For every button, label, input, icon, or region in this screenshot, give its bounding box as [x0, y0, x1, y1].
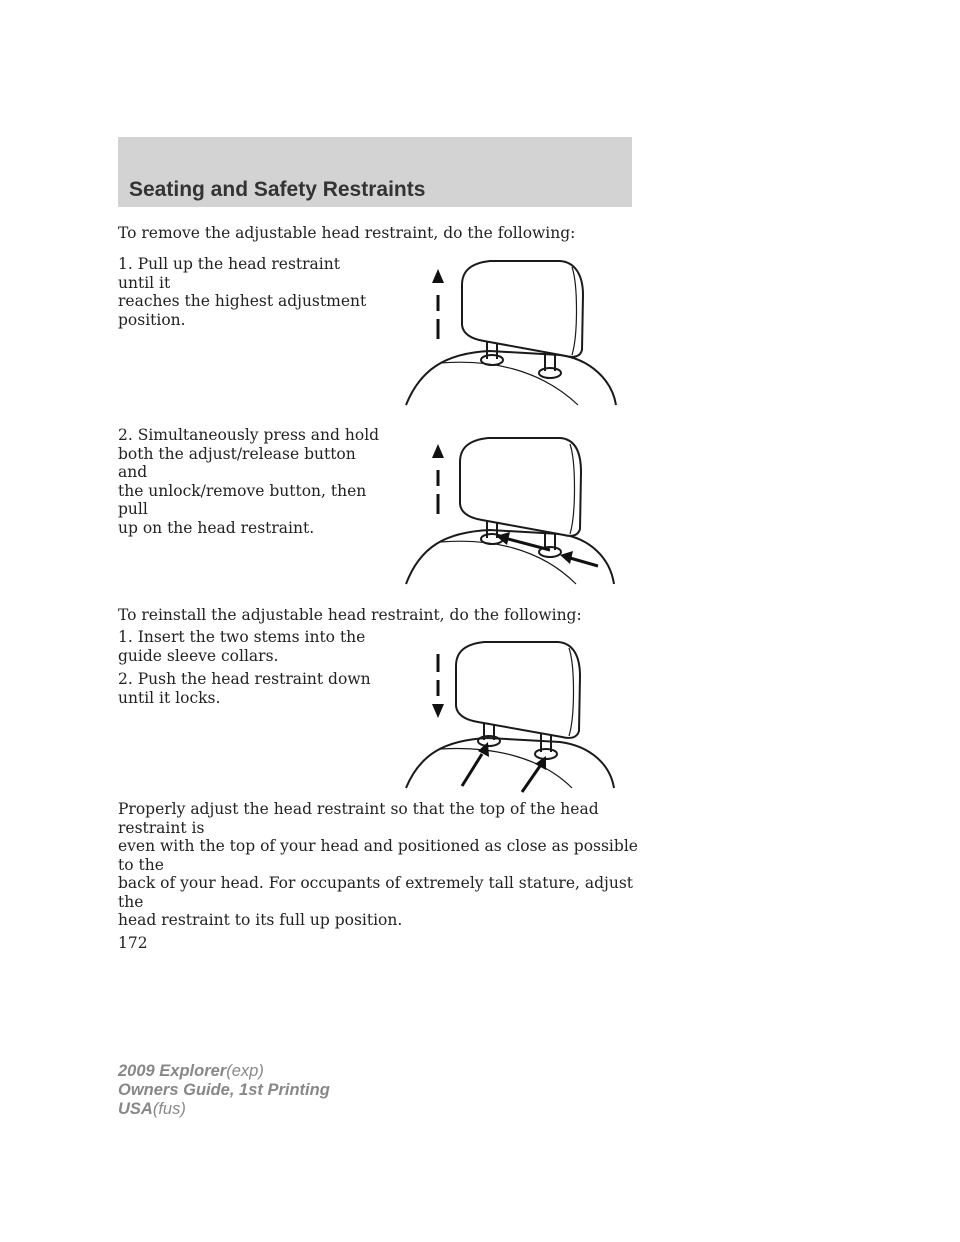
page-number: 172 — [118, 934, 148, 952]
reinstall-step-2: 2. Push the head restraint down until it locks. — [118, 670, 371, 707]
footer-model-code: (exp) — [226, 1062, 264, 1080]
footer — [118, 1062, 330, 1119]
intro-remove: To remove the adjustable head restraint, do the following: — [118, 224, 576, 242]
head-restraint-push-down-illustration — [400, 636, 630, 796]
arrow-down-icon — [432, 654, 444, 718]
closing-paragraph: Properly adjust the head restraint so that the top of the head restraint is even with the top of your head and positioned as close as possible to the back of your head. For occupants of extremely tall stature, adjust the head restraint to its full up position. — [118, 800, 638, 929]
press-button-arrow-icon — [496, 532, 550, 550]
footer-model: 2009 Explorer — [118, 1062, 227, 1080]
section-title: Seating and Safety Restraints — [129, 178, 426, 201]
remove-step-2: 2. Simultaneously press and hold both the adjust/release button and the unlock/remove button, then pull up on the head restraint. — [118, 426, 380, 537]
figure-insert-and-push-down — [400, 636, 630, 796]
footer-market-code: (fus) — [152, 1100, 186, 1118]
figure-press-and-pull — [400, 432, 630, 592]
figure-pull-up — [400, 255, 630, 415]
footer-printing: Owners Guide, 1st Printing — [118, 1081, 330, 1099]
press-button-arrow-icon — [560, 551, 598, 566]
footer-line-3 — [118, 1100, 330, 1119]
arrow-up-icon — [432, 444, 444, 514]
footer-line-1 — [118, 1062, 330, 1081]
insert-stem-arrow-icon — [522, 756, 546, 792]
intro-reinstall: To reinstall the adjustable head restraint, do the following: — [118, 606, 582, 624]
footer-market: USA — [118, 1100, 153, 1118]
section-header — [118, 137, 632, 207]
arrow-up-icon — [432, 269, 444, 339]
footer-line-2 — [118, 1081, 330, 1100]
reinstall-step-1: 1. Insert the two stems into the guide sleeve collars. — [118, 628, 366, 665]
head-restraint-press-buttons-illustration — [400, 432, 630, 592]
remove-step-1: 1. Pull up the head restraint until it reaches the highest adjustment position. — [118, 255, 367, 329]
head-restraint-pull-up-illustration — [400, 255, 630, 415]
